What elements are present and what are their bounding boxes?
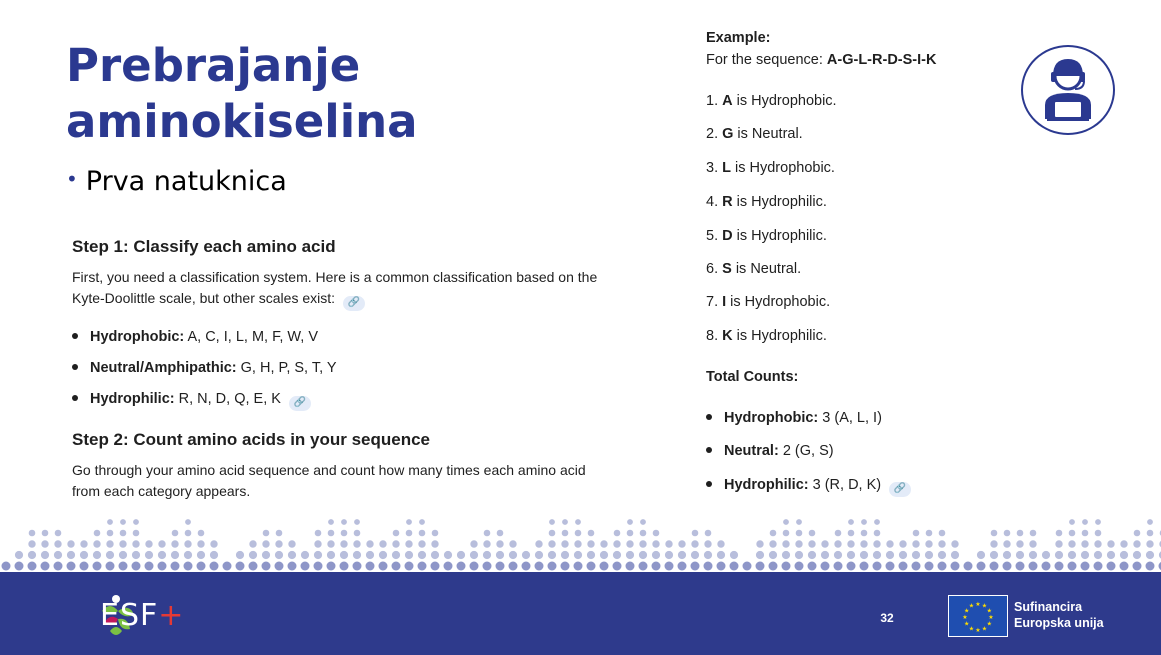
svg-text:★: ★ xyxy=(962,615,968,621)
sequence-line: For the sequence: A-G-L-R-D-S-I-K xyxy=(706,52,937,68)
step1-text-line1: First, you need a classification system. Here is a common classification based on the xyxy=(72,269,598,285)
svg-text:★: ★ xyxy=(975,628,981,634)
list-bullet xyxy=(706,447,712,453)
eu-cofunding-text: Sufinancira Europska unija xyxy=(1014,600,1104,630)
example-label: Example: xyxy=(706,30,771,46)
svg-text:★: ★ xyxy=(986,608,992,615)
link-icon[interactable]: 🔗 xyxy=(889,482,911,497)
bullet-text: Prva natuknica xyxy=(85,166,287,197)
totals-heading: Total Counts: xyxy=(706,369,799,385)
link-icon[interactable]: 🔗 xyxy=(343,296,365,311)
eu-flag-icon xyxy=(948,595,1008,637)
list-item: 8. K is Hydrophilic. xyxy=(706,328,827,344)
class-item-hydrophilic: Hydrophilic: R, N, D, Q, E, K 🔗 xyxy=(72,391,311,411)
svg-text:★: ★ xyxy=(986,621,992,628)
list-item: 5. D is Hydrophilic. xyxy=(706,228,827,244)
list-item: 6. S is Neutral. xyxy=(706,261,802,277)
step2-heading: Step 2: Count amino acids in your sequence xyxy=(72,430,431,449)
slide-title xyxy=(66,38,418,150)
total-item-hydrophilic: Hydrophilic: 3 (R, D, K) 🔗 xyxy=(706,477,911,497)
svg-text:★: ★ xyxy=(988,615,994,621)
svg-text:★: ★ xyxy=(968,626,975,633)
svg-text:★: ★ xyxy=(981,626,988,633)
svg-text:★: ★ xyxy=(964,608,970,615)
list-item: 1. A is Hydrophobic. xyxy=(706,93,837,109)
slide-title-line1: Prebrajanje xyxy=(66,39,361,92)
class-item-hydrophobic: Hydrophobic: A, C, I, L, M, F, W, V xyxy=(72,329,318,345)
step2-text-line1: Go through your amino acid sequence and count how many times each amino acid xyxy=(72,462,586,478)
total-item-neutral: Neutral: 2 (G, S) xyxy=(706,443,834,459)
list-item: 7. I is Hydrophobic. xyxy=(706,294,831,310)
svg-text:★: ★ xyxy=(964,621,970,628)
slide-bullet xyxy=(66,166,287,197)
svg-text:★: ★ xyxy=(975,602,981,608)
slide-title-line2: aminokiselina xyxy=(66,95,418,148)
step1-text xyxy=(72,267,632,311)
list-item: 3. L is Hydrophobic. xyxy=(706,160,835,176)
support-agent-icon xyxy=(1021,45,1115,135)
list-item: 4. R is Hydrophilic. xyxy=(706,194,827,210)
list-bullet xyxy=(72,364,78,370)
step2-text xyxy=(72,460,632,502)
list-item: 2. G is Neutral. xyxy=(706,126,803,142)
bullet-dot: • xyxy=(66,167,78,191)
svg-text:★: ★ xyxy=(968,603,975,610)
list-bullet xyxy=(72,333,78,339)
page-number: 32 xyxy=(880,611,894,625)
class-item-neutral: Neutral/Amphipathic: G, H, P, S, T, Y xyxy=(72,360,337,376)
list-bullet xyxy=(706,414,712,420)
total-item-hydrophobic: Hydrophobic: 3 (A, L, I) xyxy=(706,410,882,426)
list-bullet xyxy=(72,395,78,401)
step1-heading: Step 1: Classify each amino acid xyxy=(72,237,336,256)
sequence: A-G-L-R-D-S-I-K xyxy=(826,52,937,68)
svg-text:★: ★ xyxy=(981,603,988,610)
list-bullet xyxy=(706,481,712,487)
step2-text-line2: from each category appears. xyxy=(72,483,251,499)
esf-logo-text: ESF+ xyxy=(100,598,185,633)
step1-text-line2: Kyte-Doolittle scale, but other scales exist: xyxy=(72,290,336,306)
decorative-dots xyxy=(0,518,1161,574)
link-icon[interactable]: 🔗 xyxy=(289,396,311,411)
